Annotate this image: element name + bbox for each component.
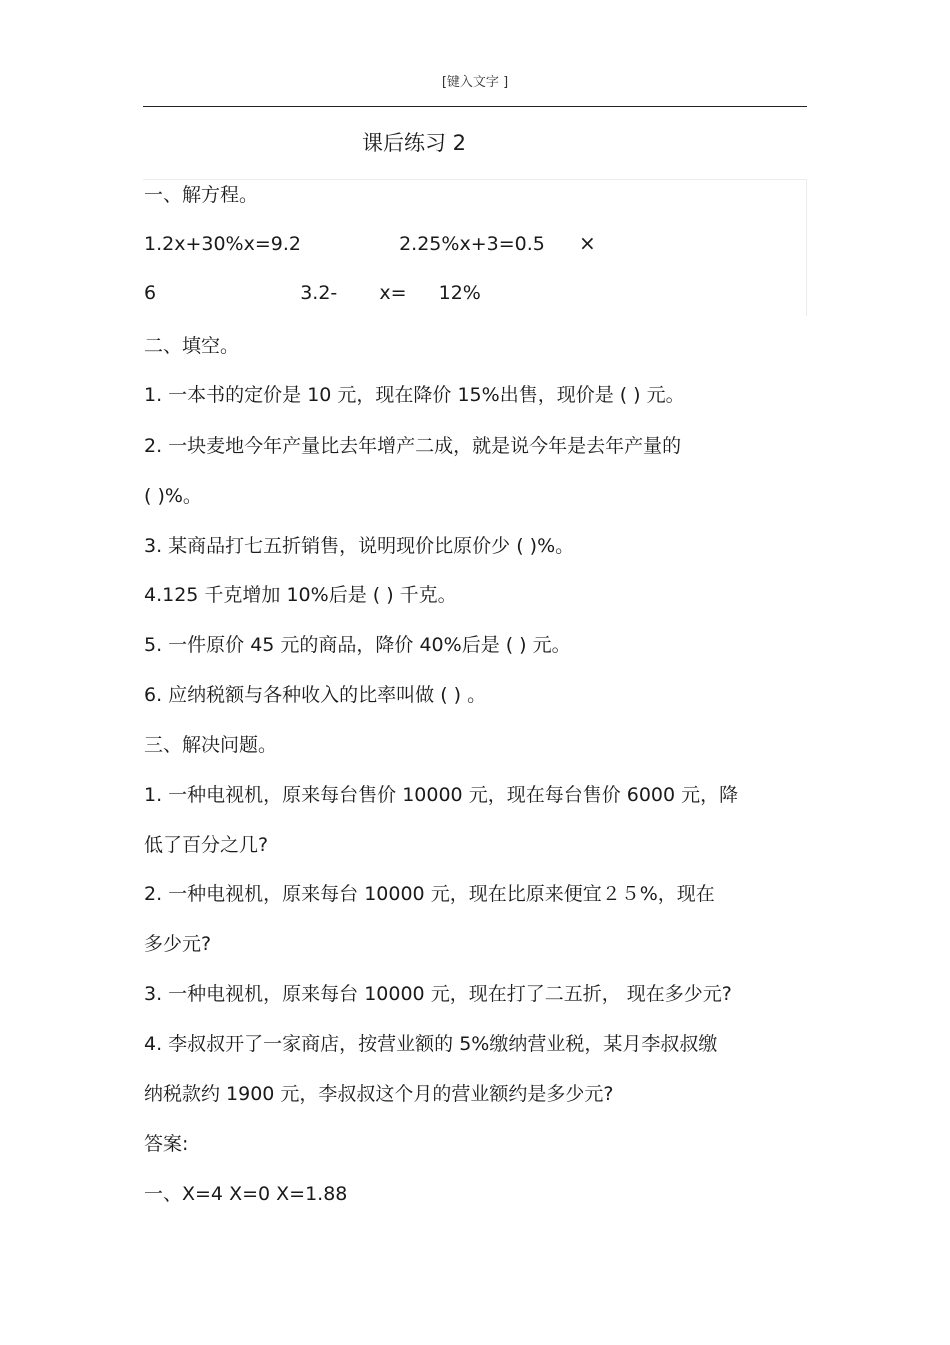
equation-3-part-b: 3.2- — [300, 282, 338, 304]
problem-4: 4. 李叔叔开了一家商店，按营业额的 5%缴纳营业税，某月李叔叔缴 — [144, 1033, 718, 1055]
times-symbol: × — [578, 231, 596, 255]
problem-2-continued: 多少元? — [144, 933, 212, 955]
page-title: 课后练习 2 — [362, 131, 467, 155]
answers-line-1: 一、X=4 X=0 X=1.88 — [144, 1183, 348, 1205]
fill-question-2: 2. 一块麦地今年产量比去年增产二成，就是说今年是去年产量的 — [144, 435, 682, 457]
fill-question-6: 6. 应纳税额与各种收入的比率叫做 ( ) 。 — [144, 684, 487, 706]
page-header: [键入文字 ] — [441, 75, 509, 90]
equation-2: 2.25%x+3=0.5 — [399, 233, 545, 255]
problem-4-continued: 纳税款约 1900 元，李叔叔这个月的营业额约是多少元? — [144, 1083, 614, 1105]
section1-heading: 一、解方程。 — [144, 184, 259, 206]
equation-3-part-a: 6 — [144, 282, 157, 304]
fill-question-4: 4.125 千克增加 10%后是 ( ) 千克。 — [144, 584, 457, 606]
fill-question-1: 1. 一本书的定价是 10 元，现在降价 15%出售，现价是 ( ) 元。 — [144, 384, 685, 406]
equation-3-part-c: x= — [379, 282, 407, 304]
header-divider — [143, 106, 807, 107]
fill-question-3: 3. 某商品打七五折销售，说明现价比原价少 ( )%。 — [144, 535, 575, 557]
problem-2: 2. 一种电视机，原来每台 10000 元，现在比原来便宜２５%，现在 — [144, 883, 715, 905]
fill-question-5: 5. 一件原价 45 元的商品，降价 40%后是 ( ) 元。 — [144, 634, 571, 656]
equation-row-1 — [144, 231, 596, 255]
fill-question-2-blank: ( )%。 — [144, 485, 202, 507]
equation-3-part-d: 12% — [438, 282, 481, 304]
problem-1-continued: 低了百分之几? — [144, 834, 269, 856]
equation-row-2 — [144, 282, 481, 304]
section2-heading: 二、填空。 — [144, 335, 240, 357]
problem-3: 3. 一种电视机，原来每台 10000 元，现在打了二五折， 现在多少元? — [144, 983, 732, 1005]
problem-1: 1. 一种电视机，原来每台售价 10000 元，现在每台售价 6000 元，降 — [144, 784, 739, 806]
answers-heading: 答案: — [144, 1133, 189, 1155]
section3-heading: 三、解决问题。 — [144, 734, 278, 756]
equation-1: 1.2x+30%x=9.2 — [144, 233, 301, 255]
